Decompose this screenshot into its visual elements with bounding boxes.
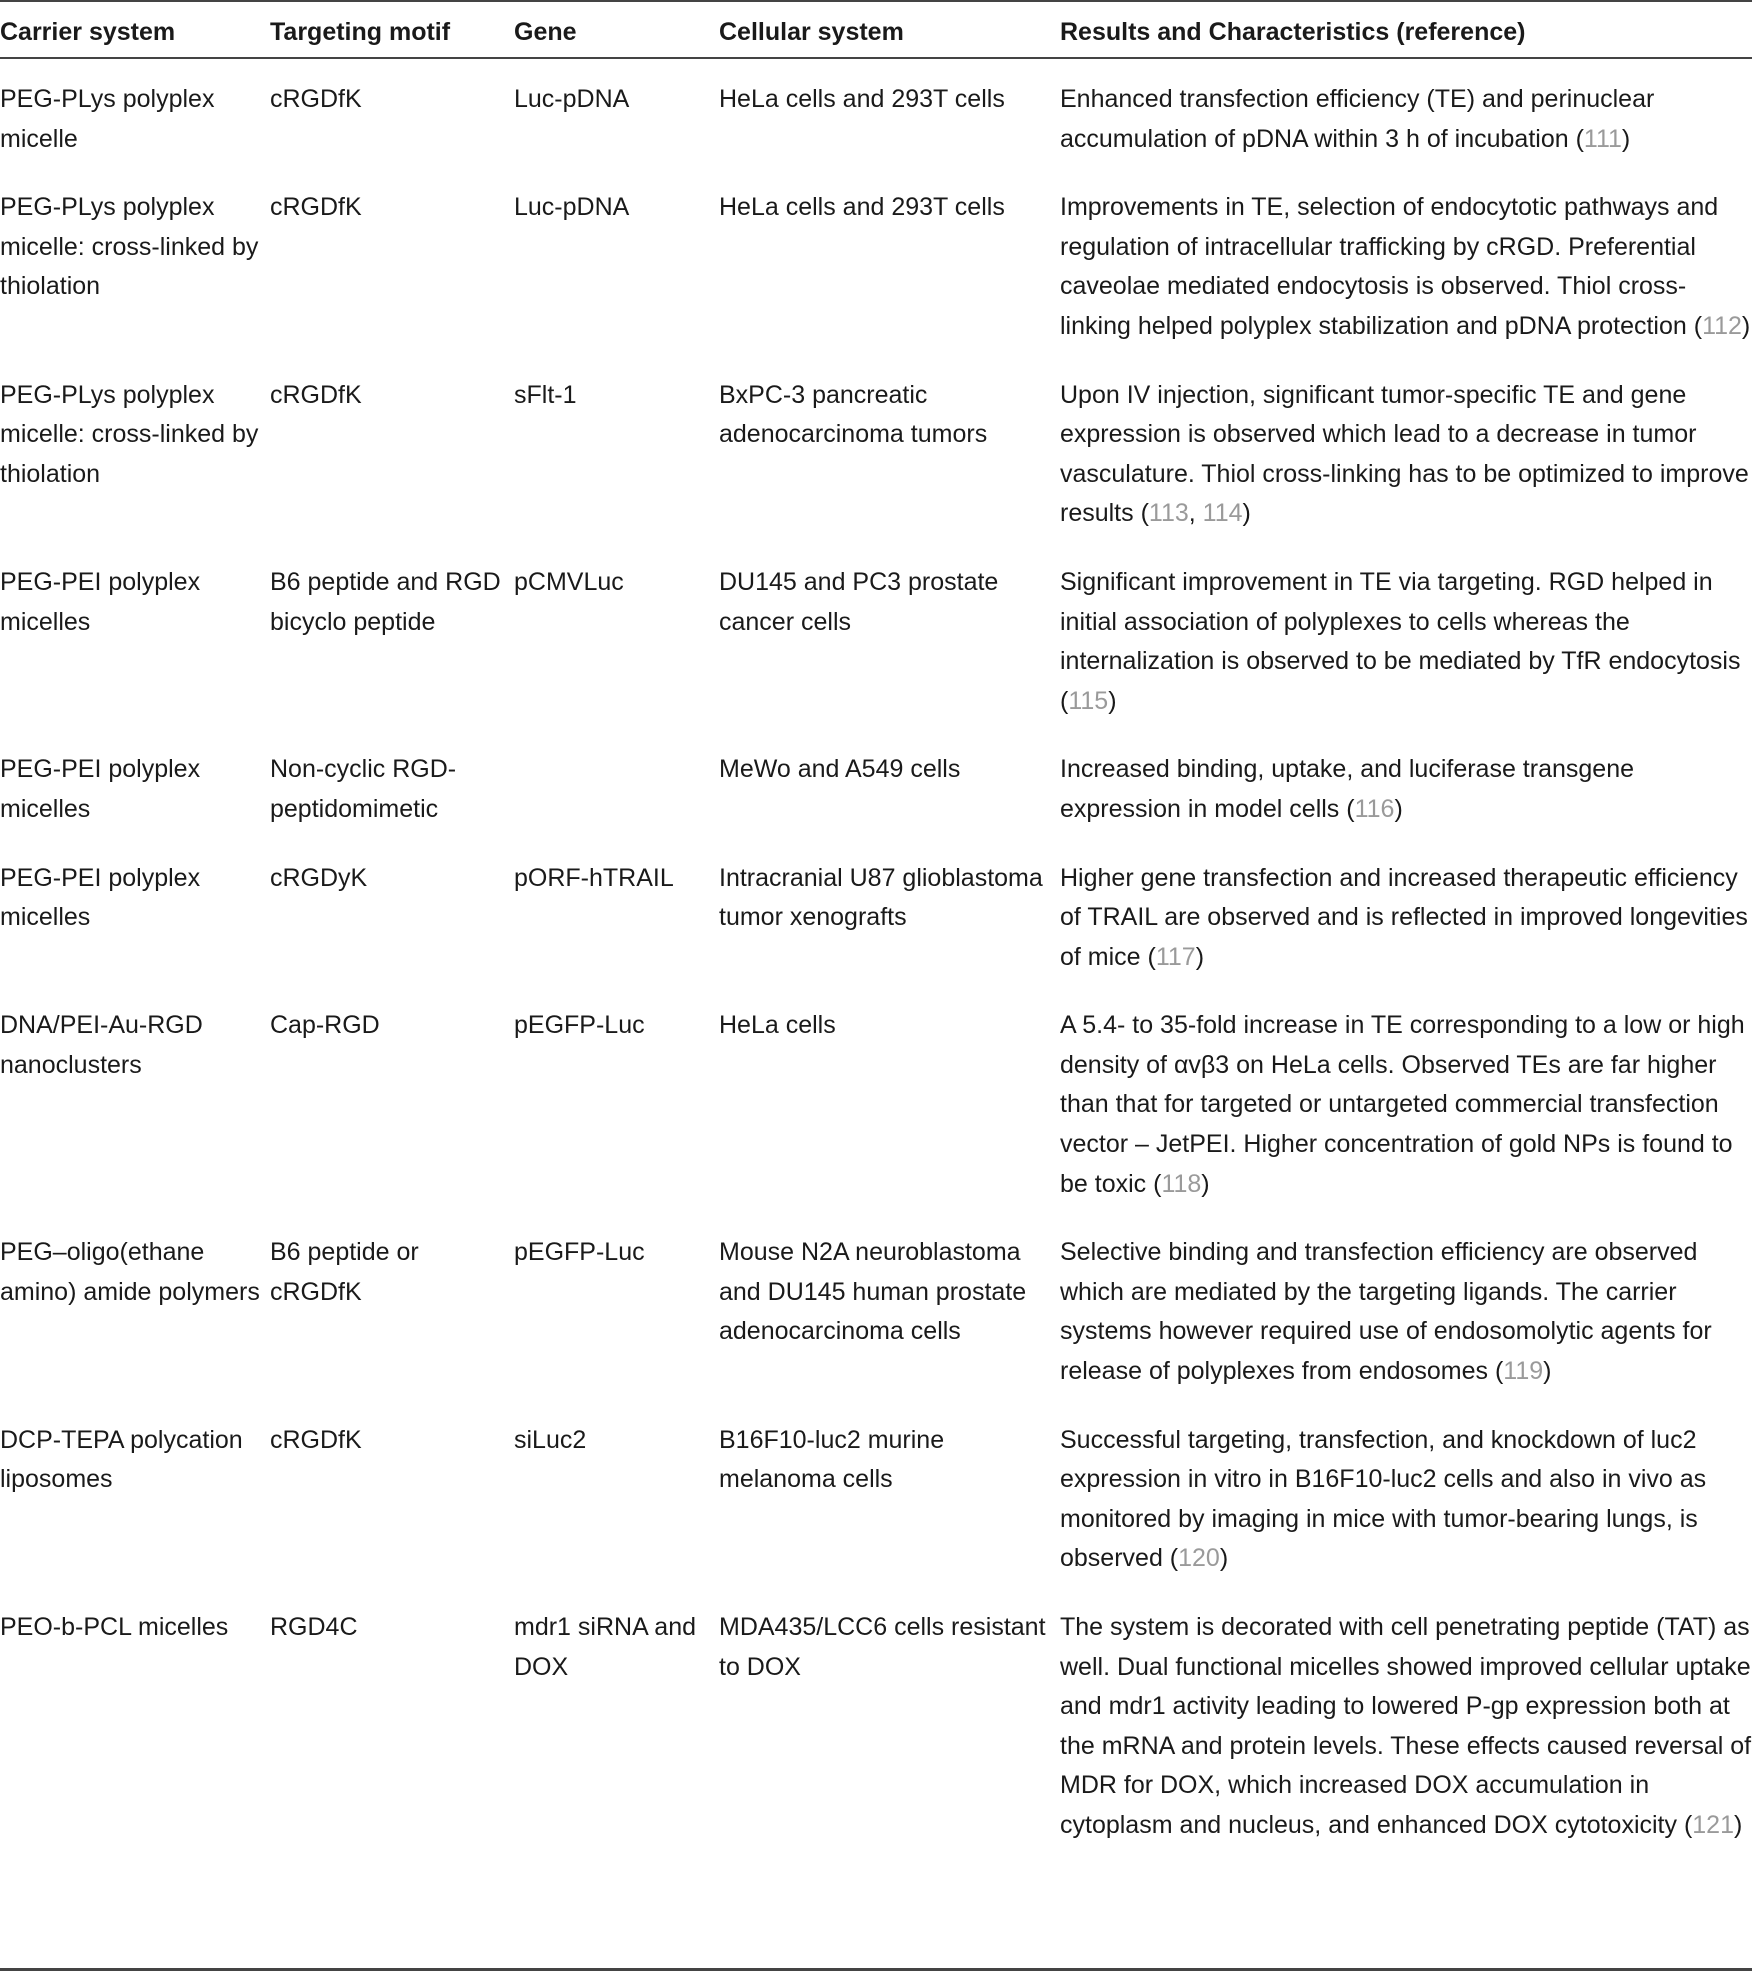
table-row <box>0 734 1752 842</box>
reference-link[interactable]: 119 <box>1503 1357 1544 1386</box>
cell-carrier-system: PEG–oligo(ethane amino) amide polymers <box>0 1238 260 1306</box>
results-text: The system is decorated with cell penetrating peptide (TAT) as well. Dual functional micelles showed improved cellular uptake and mdr1 activity leading to lowered P-gp expression both at the mRNA and protein levels. These effects caused reversal of MDR for DOX, which increased DOX accumulation in cytoplasm and nucleus, and enhanced DOX cytotoxicity ( <box>1060 1613 1752 1839</box>
results-text-end: ) <box>1195 942 1205 971</box>
cell-results <box>1060 1405 1752 1592</box>
results-text: Significant improvement in TE via targeting. RGD helped in initial association of polyplexes to cells whereas the internalization is observed to be mediated by TfR endocytosis ( <box>1060 567 1741 715</box>
table-header-row <box>0 0 1752 64</box>
reference-link[interactable]: 112 <box>1702 311 1742 340</box>
table-row <box>0 172 1752 359</box>
reference-link[interactable]: 111 <box>1583 124 1622 153</box>
cell-results <box>1060 843 1752 991</box>
results-text-end: ) <box>1543 1357 1552 1386</box>
table-row <box>0 547 1752 734</box>
cell-targeting-motif: cRGDfK <box>270 193 362 222</box>
results-text: Successful targeting, transfection, and knockdown of luc2 expression in vitro in B16F10-luc2 cells and also in vivo as monitored by imaging in mice with tumor-bearing lungs, is observed ( <box>1060 1425 1707 1573</box>
cell-targeting-motif: cRGDyK <box>270 863 368 892</box>
cell-gene: pEGFP-Luc <box>514 1238 645 1267</box>
cell-results <box>1060 1217 1752 1404</box>
cell-cellular-system: HeLa cells and 293T cells <box>719 193 1005 222</box>
cell-carrier-system: PEG-PEI polyplex micelles <box>0 863 201 932</box>
table-header-rule <box>0 57 1752 59</box>
table-row <box>0 990 1752 1217</box>
reference-link[interactable]: 116 <box>1354 794 1395 823</box>
results-text: Improvements in TE, selection of endocytotic pathways and regulation of intracellular trafficking by cRGD. Preferential caveolae mediated endocytosis is observed. Thiol cross-linking helped polyplex stabilization and pDNA protection ( <box>1060 193 1719 340</box>
results-text-end: ) <box>1201 1169 1210 1198</box>
cell-results <box>1060 734 1752 842</box>
header-results: Results and Characteristics (reference) <box>1060 18 1526 47</box>
cell-targeting-motif: cRGDfK <box>270 85 362 113</box>
cell-targeting-motif: B6 peptide and RGD bicyclo peptide <box>270 567 501 636</box>
cell-carrier-system: PEG-PEI polyplex micelles <box>0 567 201 636</box>
results-text-end: ) <box>1108 686 1117 715</box>
results-text: Selective binding and transfection efficiency are observed which are mediated by the targeting ligands. The carrier systems however required use of endosomolytic agents for release of polyplexes from endosomes ( <box>1060 1238 1712 1386</box>
results-text: Upon IV injection, significant tumor-specific TE and gene expression is observed which lead to a decrease in tumor vasculature. Thiol cross-linking has to be optimized to improve results ( <box>1060 380 1749 528</box>
results-text-end: ) <box>1219 1544 1229 1573</box>
reference-link[interactable]: 120 <box>1178 1544 1220 1573</box>
cell-targeting-motif: Cap-RGD <box>270 1011 380 1040</box>
cell-gene <box>514 734 719 842</box>
cell-carrier-system: DNA/PEI-Au-RGD nanoclusters <box>0 1011 203 1079</box>
cell-targeting-motif: cRGDfK <box>270 380 362 409</box>
reference-link[interactable]: 114 <box>1202 499 1243 528</box>
cell-results <box>1060 547 1752 734</box>
results-text-end: ) <box>1394 794 1403 823</box>
cell-targeting-motif: B6 peptide or cRGDfK <box>270 1238 419 1306</box>
results-text: Enhanced transfection efficiency (TE) and perinuclear accumulation of pDNA within 3 h of incubation ( <box>1060 85 1655 153</box>
cell-gene: mdr1 siRNA and DOX <box>514 1613 697 1681</box>
cell-carrier-system: PEG-PEI polyplex micelles <box>0 755 201 823</box>
results-text-end: ) <box>1741 311 1751 340</box>
cell-gene: Luc-pDNA <box>514 193 630 222</box>
cell-results <box>1060 172 1752 359</box>
header-carrier-system: Carrier system <box>0 18 176 47</box>
cell-results: Upon IV injection, significant tumor-specific TE and gene expression is observed which lead to a decrease in tumor vasculature. Thiol cross-linking has to be optimized to improve results (113, 114) <box>1060 380 1749 528</box>
results-text: Higher gene transfection and increased therapeutic efficiency of TRAIL are observed and is reflected in improved longevities of mice ( <box>1060 863 1748 971</box>
cell-gene: Luc-pDNA <box>514 85 630 113</box>
reference-link[interactable]: 113 <box>1148 499 1189 528</box>
cell-cellular-system: DU145 and PC3 prostate cancer cells <box>719 567 999 636</box>
cell-cellular-system: HeLa cells <box>719 1011 836 1040</box>
cell-gene: pCMVLuc <box>514 567 624 596</box>
cell-results <box>1060 64 1752 172</box>
cell-targeting-motif: Non-cyclic RGD-peptidomimetic <box>270 755 457 823</box>
cell-gene: siLuc2 <box>514 1425 587 1454</box>
cell-cellular-system: Mouse N2A neuroblastoma and DU145 human prostate adenocarcinoma cells <box>719 1238 1027 1346</box>
cell-carrier-system: PEO-b-PCL micelles <box>0 1613 229 1641</box>
cell-carrier-system: PEG-PLys polyplex micelle <box>0 85 215 153</box>
cell-cellular-system: MDA435/LCC6 cells resistant to DOX <box>719 1613 1046 1681</box>
table-bottom-rule <box>0 1968 1752 1971</box>
reference-link[interactable]: 115 <box>1068 686 1109 715</box>
cell-targeting-motif: cRGDfK <box>270 1425 362 1454</box>
cell-cellular-system: B16F10-luc2 murine melanoma cells <box>719 1425 945 1494</box>
table-row <box>0 1592 1752 1859</box>
results-text: Increased binding, uptake, and luciferase transgene expression in model cells ( <box>1060 755 1634 823</box>
table-row <box>0 1217 1752 1404</box>
results-text-end: ) <box>1621 124 1631 153</box>
cell-cellular-system: HeLa cells and 293T cells <box>719 85 1005 113</box>
cell-carrier-system: DCP-TEPA polycation liposomes <box>0 1425 243 1494</box>
cell-gene: pEGFP-Luc <box>514 1011 645 1040</box>
results-text-end: ) <box>1734 1810 1743 1839</box>
reference-link[interactable]: 117 <box>1155 942 1196 971</box>
cell-cellular-system: MeWo and A549 cells <box>719 755 961 784</box>
header-targeting-motif: Targeting motif <box>270 18 451 47</box>
cell-gene: sFlt-1 <box>514 380 577 409</box>
table-row <box>0 843 1752 991</box>
table-row <box>0 1405 1752 1592</box>
table-row <box>0 360 1752 547</box>
results-text-end: ) <box>1242 499 1251 528</box>
cell-cellular-system: Intracranial U87 glioblastoma tumor xenografts <box>719 863 1043 932</box>
cell-targeting-motif: RGD4C <box>270 1613 358 1641</box>
cell-carrier-system: PEG-PLys polyplex micelle: cross-linked by thiolation <box>0 193 259 301</box>
cell-results <box>1060 1592 1752 1859</box>
cell-cellular-system: BxPC-3 pancreatic adenocarcinoma tumors <box>719 380 988 449</box>
header-cellular-system: Cellular system <box>719 18 904 47</box>
reference-link[interactable]: 118 <box>1161 1169 1202 1198</box>
reference-link[interactable]: 121 <box>1692 1810 1734 1839</box>
header-gene: Gene <box>514 18 577 47</box>
cell-gene: pORF-hTRAIL <box>514 863 674 892</box>
cell-results <box>1060 990 1752 1217</box>
table-row <box>0 64 1752 172</box>
cell-carrier-system: PEG-PLys polyplex micelle: cross-linked by thiolation <box>0 380 259 488</box>
results-text: A 5.4- to 35-fold increase in TE corresponding to a low or high density of αvβ3 on HeLa cells. Observed TEs are far higher than that for targeted or untargeted commercial transfection vector – JetPEI. Higher concentration of gold NPs is found to be toxic ( <box>1060 1011 1745 1198</box>
